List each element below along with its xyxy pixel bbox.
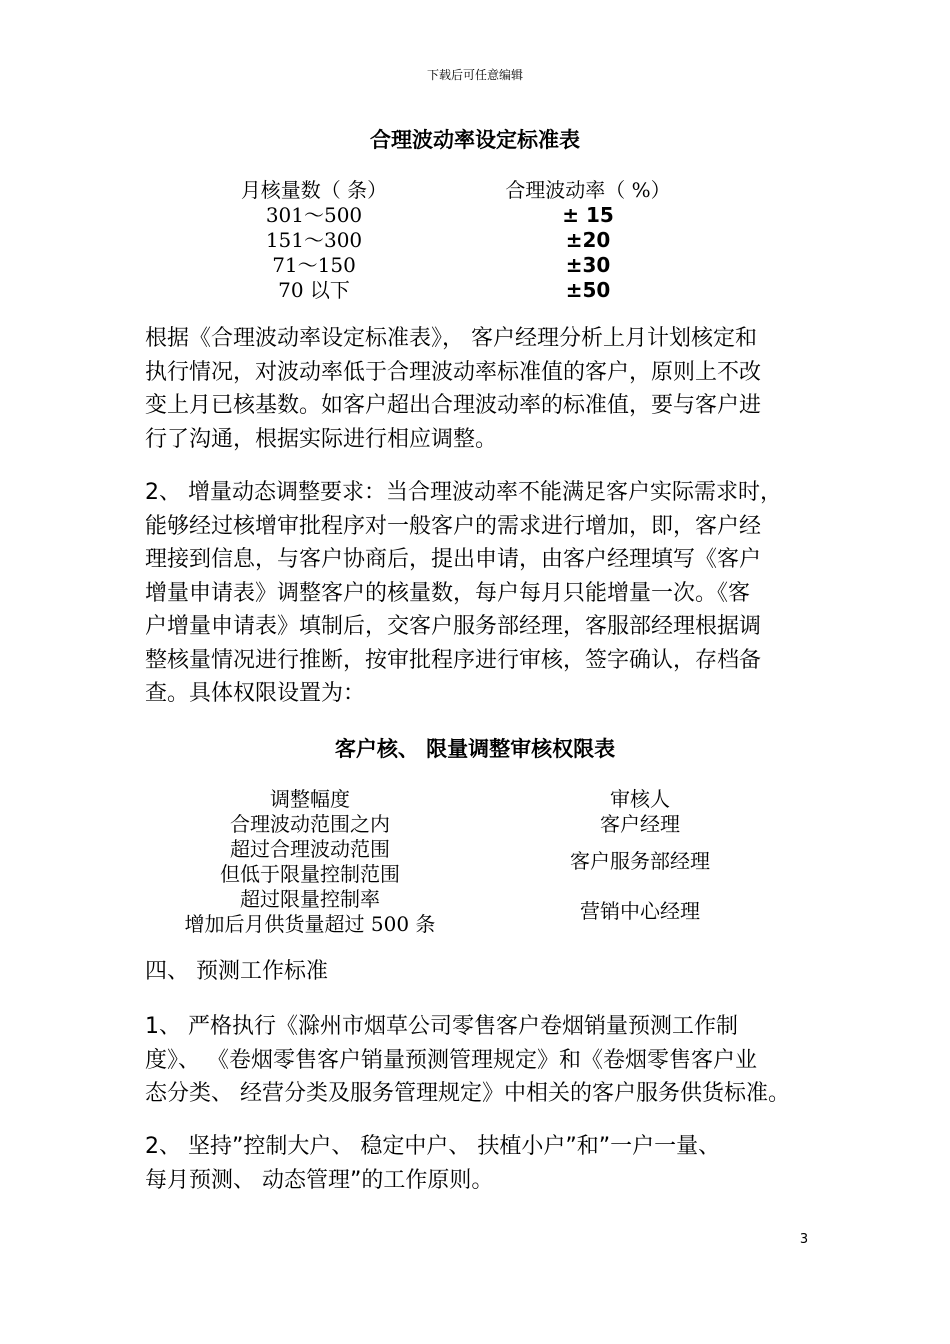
text-line: 整核量情况进行推断，按审批程序进行审核，签字确认，存档备 [145, 647, 762, 673]
table2-row-approver: 客户经理 [600, 812, 680, 836]
paragraph-1 [145, 322, 825, 456]
paragraph-2 [145, 476, 825, 711]
table2-row-range: 合理波动范围之内 [230, 812, 390, 836]
table1-row-rate: ±50 [565, 278, 611, 302]
text-line: 态分类、 经营分类及服务管理规定》中相关的客户服务供货标准。 [145, 1081, 790, 1106]
text-line: 执行情况，对波动率低于合理波动率标准值的客户，原则上不改 [145, 359, 762, 385]
text-line: 户增量申请表》填制后，交客户服务部经理，客服部经理根据调 [145, 614, 762, 639]
text-line: 每月预测、 动态管理”的工作原则。 [145, 1167, 494, 1193]
text-line: 度》、 《卷烟零售客户销量预测管理规定》和《卷烟零售客户业 [145, 1047, 757, 1073]
table1-col1-header: 月核量数（ 条） [240, 178, 388, 202]
table1-row-rate: ±20 [565, 228, 611, 252]
text-line: 查。具体权限设置为： [145, 681, 366, 706]
table2-row-approver: 营销中心经理 [580, 899, 700, 923]
table1-title: 合理波动率设定标准表 [370, 128, 580, 152]
text-line: 2、 坚持”控制大户、 稳定中户、 扶植小户”和”一户一量、 [145, 1134, 721, 1159]
table2-col2-header: 审核人 [610, 787, 670, 811]
table1-row-range: 70 以下 [278, 278, 350, 302]
section-heading [145, 955, 825, 989]
table1-col2-header: 合理波动率（ %） [505, 178, 671, 202]
table2-col1-header: 调整幅度 [270, 787, 350, 811]
text-line: 四、 预测工作标准 [145, 959, 328, 984]
table2-title: 客户核、 限量调整审核权限表 [334, 737, 616, 761]
table2-row-approver: 客户服务部经理 [570, 849, 710, 873]
table1-row-range: 71～150 [272, 253, 356, 277]
text-line: 1、 严格执行《滁州市烟草公司零售客户卷烟销量预测工作制 [145, 1014, 738, 1039]
table2-row-range: 超过合理波动范围 [230, 837, 390, 861]
paragraph-4 [145, 1130, 825, 1197]
paragraph-3 [145, 1010, 825, 1111]
table2-row-range: 但低于限量控制范围 [220, 862, 400, 886]
table2-row-range: 增加后月供货量超过 500 条 [184, 912, 436, 936]
table1-row-rate: ± 15 [562, 203, 614, 227]
text-line: 变上月已核基数。如客户超出合理波动率的标准值，要与客户进 [145, 393, 762, 418]
page-header: 下载后可任意编辑 [426, 68, 523, 82]
text-line: 增量申请表》调整客户的核量数，每户每月只能增量一次。《客 [145, 580, 751, 606]
text-line: 能够经过核增审批程序对一般客户的需求进行增加，即，客户经 [145, 513, 762, 539]
text-line: 行了沟通，根据实际进行相应调整。 [145, 426, 498, 452]
table1-row-range: 151～300 [265, 228, 363, 252]
table1-row-rate: ±30 [565, 253, 611, 277]
text-line: 理接到信息，与客户协商后，提出申请，由客户经理填写《客户 [145, 547, 762, 572]
table2-row-range: 超过限量控制率 [240, 887, 380, 911]
table1-row-range: 301～500 [265, 203, 363, 227]
text-line: 2、 增量动态调整要求：当合理波动率不能满足客户实际需求时， [145, 480, 782, 505]
page-number: 3 [799, 1232, 809, 1247]
text-line: 根据《合理波动率设定标准表》， 客户经理分析上月计划核定和 [145, 326, 757, 351]
